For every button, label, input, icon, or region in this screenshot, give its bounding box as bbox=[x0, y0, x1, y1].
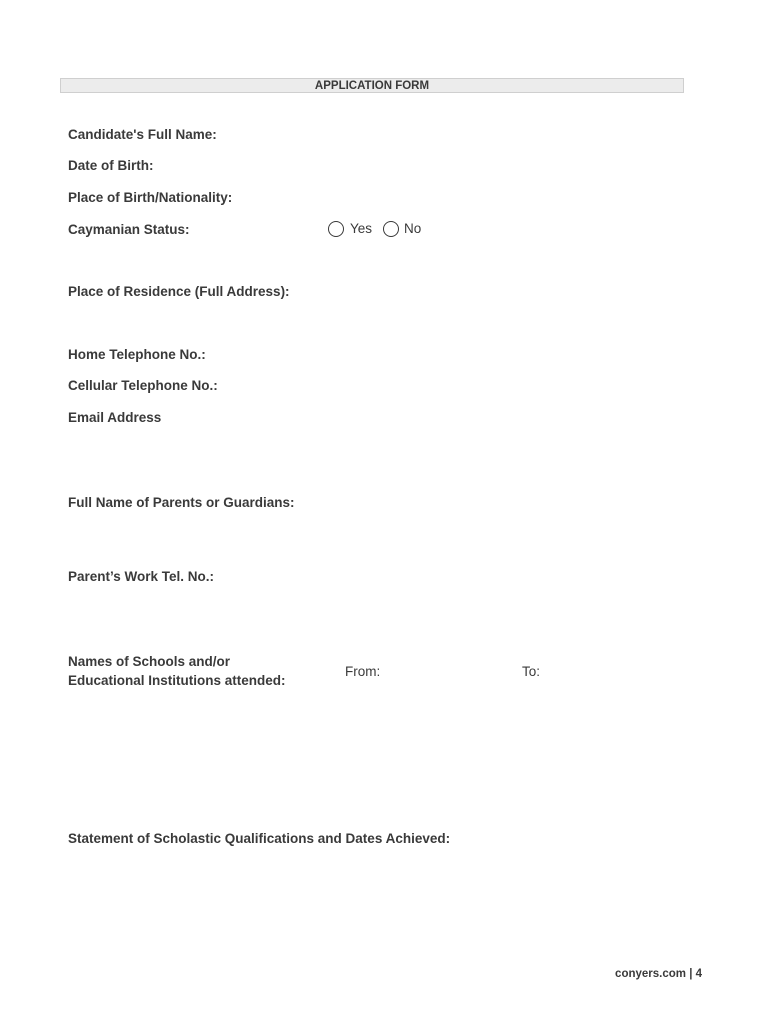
schools-label-line1: Names of Schools and/or bbox=[68, 654, 231, 669]
form-title: APPLICATION FORM bbox=[314, 80, 430, 92]
caymanian-no-radio[interactable] bbox=[383, 221, 399, 237]
home-tel-label: Home Telephone No.: bbox=[68, 347, 206, 362]
parent-work-tel-label: Parent’s Work Tel. No.: bbox=[68, 569, 215, 584]
caymanian-no-label: No bbox=[404, 221, 422, 236]
caymanian-yes-label: Yes bbox=[350, 221, 373, 236]
form-title-bar bbox=[60, 78, 684, 93]
cell-tel-label: Cellular Telephone No.: bbox=[68, 378, 218, 393]
page-footer: conyers.com | 4 bbox=[615, 968, 702, 980]
caymanian-yes-radio[interactable] bbox=[328, 221, 344, 237]
email-label: Email Address bbox=[68, 410, 162, 425]
caymanian-status-label: Caymanian Status: bbox=[68, 222, 190, 237]
statement-label: Statement of Scholastic Qualifications and Dates Achieved: bbox=[68, 831, 451, 846]
birth-place-label: Place of Birth/Nationality: bbox=[68, 190, 233, 205]
schools-from-label: From: bbox=[345, 664, 381, 679]
residence-label: Place of Residence (Full Address): bbox=[68, 284, 290, 299]
schools-label-line2: Educational Institutions attended: bbox=[68, 673, 286, 688]
parents-label: Full Name of Parents or Guardians: bbox=[68, 495, 295, 510]
schools-to-label: To: bbox=[522, 664, 541, 679]
dob-label: Date of Birth: bbox=[68, 158, 154, 173]
full-name-label: Candidate's Full Name: bbox=[68, 127, 217, 142]
